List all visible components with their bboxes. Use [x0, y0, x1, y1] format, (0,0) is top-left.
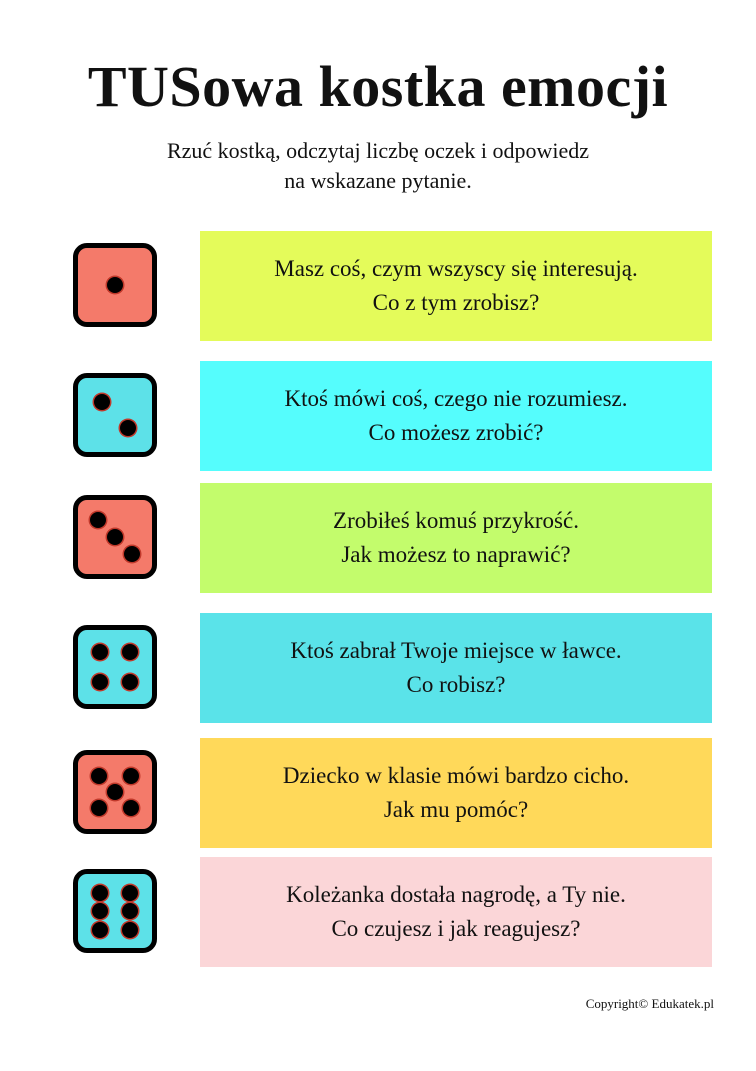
question-card-4 — [200, 613, 712, 723]
die-pip — [123, 800, 139, 816]
question-card-5 — [200, 738, 712, 848]
die-face-five — [73, 750, 157, 834]
question-row-1 — [0, 231, 756, 343]
question-card-2 — [200, 361, 712, 471]
die-face-one — [73, 243, 157, 327]
question-text: Dziecko w klasie mówi bardzo cicho. — [282, 763, 630, 788]
die-pip — [122, 922, 138, 938]
die-pip — [122, 903, 138, 919]
question-text: Ktoś zabrał Twoje miejsce w ławce. — [290, 638, 622, 663]
die-face-two — [73, 373, 157, 457]
die-pip — [92, 885, 108, 901]
die-pip — [107, 784, 123, 800]
instructions-line-1: Rzuć kostką, odczytaj liczbę oczek i odpowiedz — [166, 138, 590, 163]
die-pip — [120, 420, 136, 436]
question-row-3 — [0, 483, 756, 595]
question-card-3 — [200, 483, 712, 593]
question-row-6 — [0, 857, 756, 969]
instructions-line-2: na wskazane pytanie. — [284, 168, 472, 193]
page-title: TUSowa kostka emocji — [87, 54, 669, 119]
die-face-six — [73, 869, 157, 953]
die-pip — [91, 800, 107, 816]
die-pip — [92, 903, 108, 919]
die-face-three — [73, 495, 157, 579]
die-pip — [123, 768, 139, 784]
die-pip — [90, 512, 106, 528]
die-pip — [107, 529, 123, 545]
die-pip — [92, 674, 108, 690]
question-prompt: Co robisz? — [406, 672, 506, 697]
question-card-6 — [200, 857, 712, 967]
die-face-four — [73, 625, 157, 709]
copyright-notice: Copyright© Edukatek.pl — [585, 996, 714, 1011]
question-row-5 — [0, 738, 756, 850]
die-pip — [92, 644, 108, 660]
instructions — [60, 136, 696, 196]
die-pip — [122, 885, 138, 901]
die-pip — [91, 768, 107, 784]
question-text: Zrobiłeś komuś przykrość. — [333, 508, 579, 533]
question-prompt: Jak możesz to naprawić? — [341, 542, 571, 567]
question-prompt: Jak mu pomóc? — [383, 797, 529, 822]
die-pip — [124, 546, 140, 562]
die-pip — [92, 922, 108, 938]
die-pip — [94, 394, 110, 410]
die-pip — [107, 277, 123, 293]
question-text: Ktoś mówi coś, czego nie rozumiesz. — [284, 386, 628, 411]
question-text: Koleżanka dostała nagrodę, a Ty nie. — [286, 882, 626, 907]
question-row-2 — [0, 361, 756, 473]
question-prompt: Co z tym zrobisz? — [372, 290, 540, 315]
die-pip — [122, 674, 138, 690]
question-card-1 — [200, 231, 712, 341]
question-prompt: Co czujesz i jak reagujesz? — [331, 916, 581, 941]
question-prompt: Co możesz zrobić? — [368, 420, 544, 445]
question-row-4 — [0, 613, 756, 725]
question-text: Masz coś, czym wszyscy się interesują. — [274, 256, 638, 281]
die-pip — [122, 644, 138, 660]
